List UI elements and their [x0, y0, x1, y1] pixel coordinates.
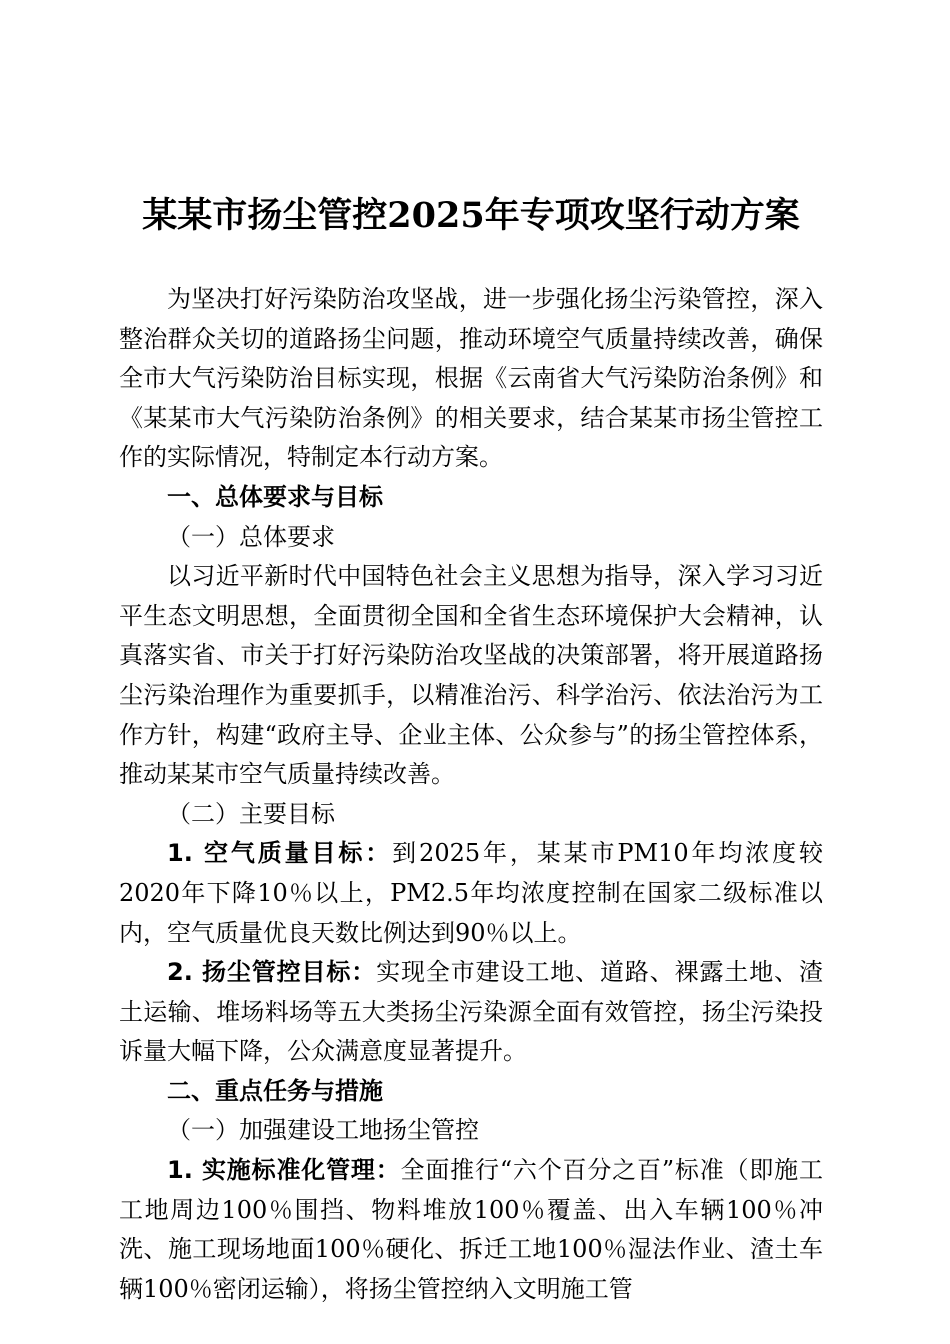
document-title: 某某市扬尘管控2025年专项攻坚行动方案 — [142, 195, 800, 236]
goal-item-dust-control — [119, 953, 823, 1072]
section-heading-1: 一、总体要求与目标 — [167, 482, 383, 511]
goal-item-text: 到2025年，某某市PM10年均浓度较2020年下降10％以上，PM2.5年均浓度控制在国家二级标准以内，空气质量优良天数比例达到90％以上。 — [119, 839, 824, 947]
section-heading-2: 二、重点任务与措施 — [167, 1076, 383, 1105]
goal-item-text: 实现全市建设工地、道路、裸露土地、渣土运输、堆场料场等五大类扬尘污染源全面有效管控，扬尘污染投诉量大幅下降，公众满意度显著提升。 — [119, 958, 824, 1066]
subsection-heading-2-1: （一）加强建设工地扬尘管控 — [167, 1116, 479, 1145]
goal-item-air-quality — [119, 834, 823, 953]
subsection-heading-1-2: （二）主要目标 — [167, 799, 335, 828]
goal-item-lead: 1. 空气质量目标： — [167, 839, 393, 868]
task-item-standardization — [119, 1151, 823, 1309]
general-requirements-paragraph: 以习近平新时代中国特色社会主义思想为指导，深入学习习近平生态文明思想，全面贯彻全国和全省生态环境保护大会精神，认真落实省、市关于打好污染防治攻坚战的决策部署，将开展道路扬尘污染治理作为重要抓手，以精准治污、科学治污、依法治污为工作方针，构建“政府主导、企业主体、公众参与”的扬尘管控体系，推动某某市空气质量持续改善。 — [119, 562, 823, 789]
goal-item-lead: 2. 扬尘管控目标： — [167, 958, 377, 987]
intro-paragraph: 为坚决打好污染防治攻坚战，进一步强化扬尘污染管控，深入整治群众关切的道路扬尘问题，推动环境空气质量持续改善，确保全市大气污染防治目标实现，根据《云南省大气污染防治条例》和《某某市大气污染防治条例》的相关要求，结合某某市扬尘管控工作的实际情况，特制定本行动方案。 — [119, 285, 823, 472]
task-item-lead: 1. 实施标准化管理： — [167, 1156, 401, 1185]
task-item-text: 全面推行“六个百分之百”标准（即施工工地周边100％围挡、物料堆放100％覆盖、出入车辆100％冲洗、施工现场地面100％硬化、拆迁工地100％湿法作业、渣土车辆100％密闭运输），将扬尘管控纳入文明施工管 — [119, 1156, 823, 1303]
document-body — [119, 280, 823, 1309]
subsection-heading-1-1: （一）总体要求 — [167, 522, 335, 551]
